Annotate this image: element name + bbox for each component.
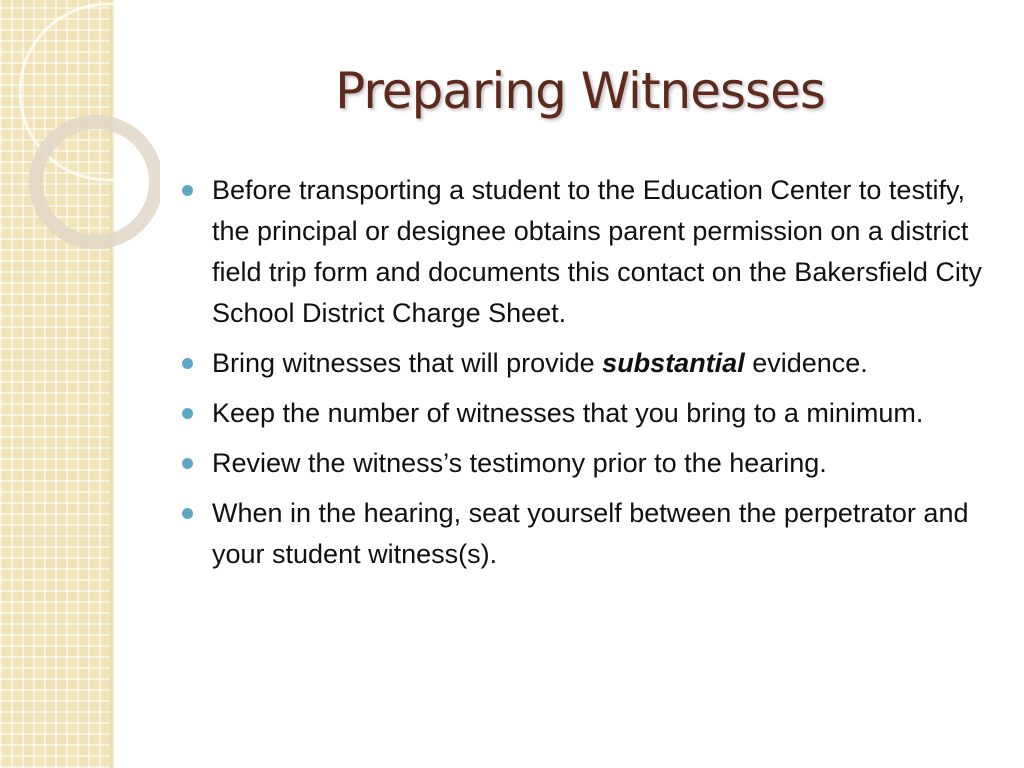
bullet-dot-icon <box>182 408 193 419</box>
bullet-dot-icon <box>182 508 193 519</box>
bullet-dot-icon <box>182 358 193 369</box>
bullet-dot-icon <box>182 185 193 196</box>
bullet-text: Review the witness’s testimony prior to the hearing. <box>212 448 827 478</box>
slide-title: Preparing Witnesses <box>335 62 825 120</box>
bullet-dot-icon <box>182 458 193 469</box>
decorative-side-strip <box>0 0 112 768</box>
bullet-list <box>182 170 982 584</box>
bullet-text: Before transporting a student to the Education Center to testify, the principal or designee obtains parent permission on a district field trip form and documents this contact on the Bakersfield City School District Charge Sheet. <box>212 175 982 328</box>
bullet-text: When in the hearing, seat yourself between the perpetrator and your student witness(s). <box>212 498 969 569</box>
bullet-emphasis: substantial <box>602 348 745 378</box>
bullet-item <box>182 170 982 334</box>
bullet-text-before: Bring witnesses that will provide <box>212 348 603 378</box>
bullet-item <box>182 443 982 484</box>
side-strip-edge <box>110 0 114 768</box>
bullet-text: Keep the number of witnesses that you bring to a minimum. <box>212 398 924 428</box>
bullet-item <box>182 343 982 384</box>
bullet-item <box>182 393 982 434</box>
bullet-item <box>182 493 982 575</box>
bullet-text-after: evidence. <box>744 348 868 378</box>
